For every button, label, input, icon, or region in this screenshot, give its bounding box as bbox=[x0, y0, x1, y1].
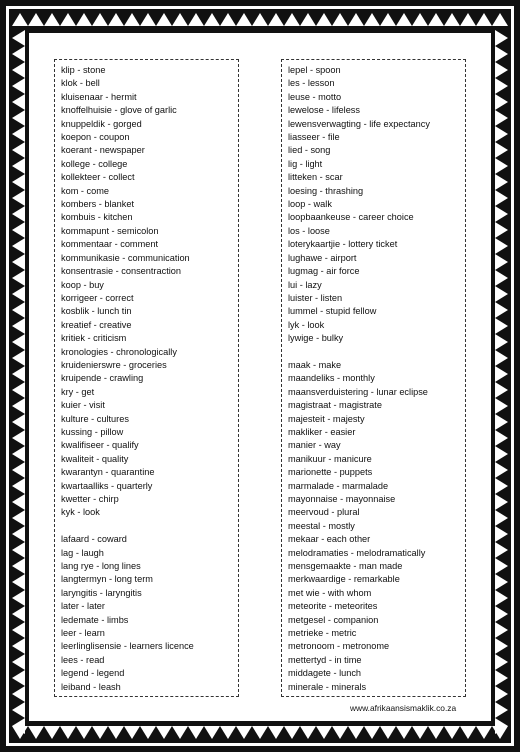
word-entry: merkwaardige - remarkable bbox=[288, 574, 400, 585]
word-list-right bbox=[281, 59, 466, 697]
word-entry: majesteit - majesty bbox=[288, 413, 365, 424]
word-entry: mettertyd - in time bbox=[288, 654, 362, 665]
word-entry: kombuis - kitchen bbox=[61, 212, 133, 223]
word-entry: metronoom - metronome bbox=[288, 641, 390, 652]
word-entry: lewensverwagting - life expectancy bbox=[288, 118, 430, 129]
word-list-left bbox=[54, 59, 239, 697]
word-entry: loop - walk bbox=[288, 199, 332, 210]
word-entry: meervoud - plural bbox=[288, 507, 360, 518]
word-entry: les - lesson bbox=[288, 78, 335, 89]
word-entry: kommentaar - comment bbox=[61, 239, 159, 250]
word-entry: leiband - leash bbox=[61, 681, 121, 692]
word-entry: met wie - with whom bbox=[288, 587, 372, 598]
word-entry: leer - learn bbox=[61, 628, 105, 639]
word-entry: makliker - easier bbox=[288, 426, 356, 437]
word-entry: leerlinglisensie - learners licence bbox=[61, 641, 194, 652]
word-entry: leuse - motto bbox=[288, 91, 342, 102]
word-entry: marmalade - marmalade bbox=[288, 480, 389, 491]
word-entry: kommunikasie - communication bbox=[61, 252, 190, 263]
word-entry: kreatief - creative bbox=[61, 319, 132, 330]
word-entry: manikuur - manicure bbox=[288, 453, 372, 464]
word-entry: marionette - puppets bbox=[288, 467, 373, 478]
word-entry: lyk - look bbox=[288, 319, 325, 330]
word-entry: meteorite - meteorites bbox=[288, 601, 378, 612]
word-entry: langtermyn - long term bbox=[61, 574, 153, 585]
word-entry: kollege - college bbox=[61, 158, 128, 169]
word-entry: melodramaties - melodramatically bbox=[288, 547, 426, 558]
word-entry: lewelose - lifeless bbox=[288, 105, 360, 116]
word-entry: koepon - coupon bbox=[61, 132, 130, 143]
word-entry: kulture - cultures bbox=[61, 413, 129, 424]
word-entry: lummel - stupid fellow bbox=[288, 306, 377, 317]
word-entry: litteken - scar bbox=[288, 172, 343, 183]
word-entry: luister - listen bbox=[288, 292, 343, 303]
word-entry: kwalifiseer - qualify bbox=[61, 440, 139, 451]
word-entry: lang rye - long lines bbox=[61, 561, 141, 572]
word-entry: minerale - minerals bbox=[288, 681, 367, 692]
word-entry: klip - stone bbox=[61, 65, 106, 75]
word-entry: lag - laugh bbox=[61, 547, 104, 558]
word-entry: mayonnaise - mayonnaise bbox=[288, 494, 396, 504]
word-entry: later - later bbox=[61, 601, 105, 612]
word-entry: loesing - thrashing bbox=[288, 185, 364, 196]
word-entry: ledemate - limbs bbox=[61, 614, 129, 625]
word-entry: kombers - blanket bbox=[61, 199, 135, 210]
word-entry: meestal - mostly bbox=[288, 520, 355, 531]
word-entry: kwetter - chirp bbox=[61, 494, 119, 504]
word-entry: legend - legend bbox=[61, 668, 125, 679]
word-entry: kom - come bbox=[61, 185, 109, 196]
word-entry: kommapunt - semicolon bbox=[61, 225, 159, 236]
word-entry: kussing - pillow bbox=[61, 426, 124, 437]
word-entry: maandeliks - monthly bbox=[288, 373, 375, 384]
word-entry: mekaar - each other bbox=[288, 534, 371, 545]
word-entry: kwartaalliks - quarterly bbox=[61, 480, 153, 491]
word-entry bbox=[288, 346, 465, 359]
word-entry: kruipende - crawling bbox=[61, 373, 144, 384]
word-entry: kruidenierswre - groceries bbox=[61, 359, 167, 370]
word-entry: liasseer - file bbox=[288, 132, 340, 143]
word-entry: lafaard - coward bbox=[61, 534, 127, 545]
word-entry: lui - lazy bbox=[288, 279, 322, 290]
word-entry: loterykaartjie - lottery ticket bbox=[288, 239, 398, 250]
word-entry: laryngitis - laryngitis bbox=[61, 587, 142, 598]
word-entry: kollekteer - collect bbox=[61, 172, 135, 183]
word-entry: mensgemaakte - man made bbox=[288, 561, 403, 572]
word-entry: koop - buy bbox=[61, 279, 104, 290]
word-entry: kry - get bbox=[61, 386, 95, 397]
word-entry: kluisenaar - hermit bbox=[61, 91, 137, 102]
word-entry: lugmag - air force bbox=[288, 266, 360, 277]
word-entry: lughawe - airport bbox=[288, 252, 357, 263]
word-entry: kosblik - lunch tin bbox=[61, 306, 132, 317]
word-entry: kritiek - criticism bbox=[61, 333, 127, 344]
word-entry: kronologies - chronologically bbox=[61, 346, 177, 357]
word-entry: magistraat - magistrate bbox=[288, 400, 382, 411]
word-entry: maak - make bbox=[288, 359, 342, 370]
word-entry: kuier - visit bbox=[61, 400, 105, 411]
word-entry: maansverduistering - lunar eclipse bbox=[288, 386, 428, 397]
word-entry: koerant - newspaper bbox=[61, 145, 145, 156]
word-entry: lied - song bbox=[288, 145, 331, 156]
word-entry: lywige - bulky bbox=[288, 333, 344, 344]
website-url: www.afrikaansismaklik.co.za bbox=[350, 703, 457, 713]
word-entry: klok - bell bbox=[61, 78, 100, 89]
word-entry: konsentrasie - consentraction bbox=[61, 266, 182, 277]
word-entry: lig - light bbox=[288, 158, 323, 169]
word-entry: metrieke - metric bbox=[288, 628, 357, 639]
word-entry: lepel - spoon bbox=[288, 65, 341, 75]
word-entry: knoffelhuisie - glove of garlic bbox=[61, 105, 177, 116]
word-entry: loopbaankeuse - career choice bbox=[288, 212, 414, 223]
word-entry: kyk - look bbox=[61, 507, 100, 518]
word-entry: knuppeldik - gorged bbox=[61, 118, 142, 129]
word-entry: metgesel - companion bbox=[288, 614, 379, 625]
word-entry: kwarantyn - quarantine bbox=[61, 467, 155, 478]
word-entry: korrigeer - correct bbox=[61, 292, 134, 303]
word-entry bbox=[61, 520, 238, 533]
word-entry: manier - way bbox=[288, 440, 341, 451]
word-entry: los - loose bbox=[288, 225, 330, 236]
word-entry: kwaliteit - quality bbox=[61, 453, 129, 464]
word-entry: lees - read bbox=[61, 654, 105, 665]
word-entry: middagete - lunch bbox=[288, 668, 362, 679]
